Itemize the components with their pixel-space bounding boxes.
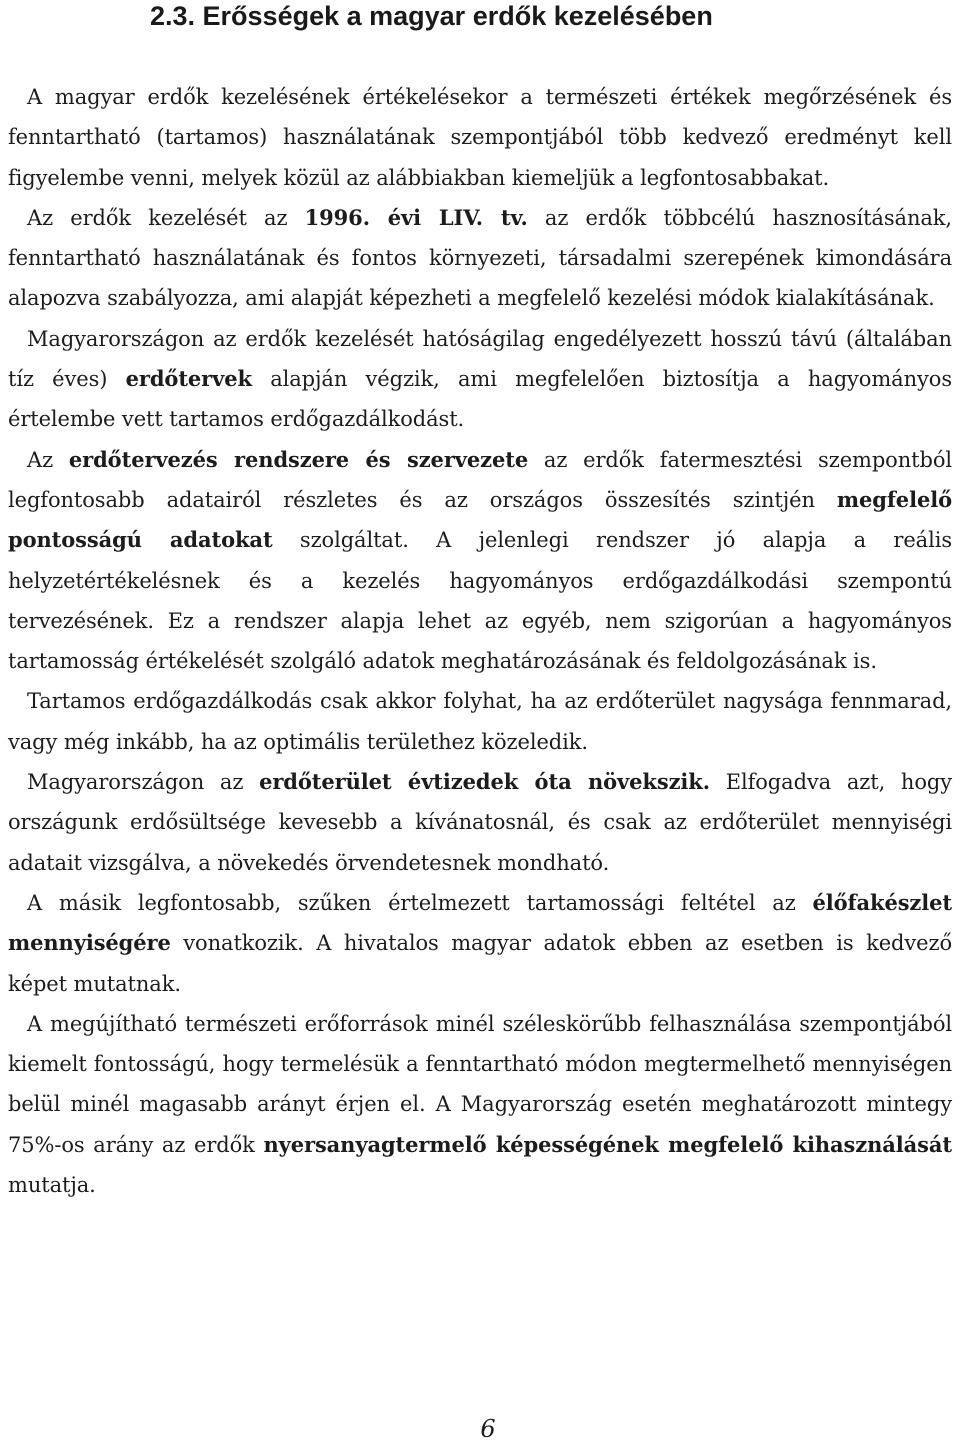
bold-phrase: élőfakészlet mennyiségére: [8, 889, 952, 956]
text-run: vonatkozik. A hivatalos magyar adatok ebben az esetben is kedvező képet mutatnak.: [8, 931, 952, 996]
paragraph: [8, 883, 952, 1004]
text-run: A megújítható természeti erőforrások minél széleskörűbb felhasználása szempontjából kiemelt fontosságú, hogy termelésük a fenntartható módon megtermelhető mennyiségen belül minél magasabb arányt érjen el. A Magyarország esetén meghatározott mintegy 75%-os arány az erdők: [8, 1011, 952, 1157]
paragraph: [8, 681, 952, 762]
paragraph: [8, 77, 952, 198]
text-run: Magyarországon az: [27, 770, 260, 795]
section-heading: 2.3. Erősségek a magyar erdők kezelésében: [150, 1, 713, 31]
bold-phrase: nyersanyagtermelő képességének megfelelő kihasználását: [263, 1131, 952, 1157]
paragraph: [8, 440, 952, 682]
paragraph: [8, 1004, 952, 1205]
text-run: Magyarországon az erdők kezelését hatóságilag engedélyezett hosszú távú (általában tíz éves): [8, 326, 952, 392]
text-run: A magyar erdők kezelésének értékelésekor a természeti értékek megőrzésének és fenntartható (tartamos) használatának szempontjából több kedvező eredményt kell figyelembe venni, melyek közül az alábbiakban kiemeljük a legfontosabbakat.: [8, 85, 952, 190]
text-run: A másik legfontosabb, szűken értelmezett tartamossági feltétel az: [27, 890, 813, 915]
bold-phrase: 1996. évi LIV. tv.: [304, 204, 528, 230]
paragraph: [8, 198, 952, 319]
text-run: az erdők fatermesztési szempontból legfontosabb adatairól részletes és az országos összesítés szintjén: [8, 447, 952, 512]
paragraph: [8, 762, 952, 883]
text-run: Tartamos erdőgazdálkodás csak akkor folyhat, ha az erdőterület nagysága fennmarad, vagy még inkább, ha az optimális területhez közeledik.: [8, 689, 952, 754]
bold-phrase: erdőtervezés rendszere és szervezete: [68, 446, 529, 472]
bold-phrase: erdőterület évtizedek óta növekszik.: [259, 769, 710, 795]
text-run: Elfogadva azt, hogy országunk erdősültsége kevesebb a kívánatosnál, és csak az erdőterület mennyiségi adatait vizsgálva, a növekedés örvendetesnek mondható.: [8, 770, 953, 875]
page-number: 6: [480, 1415, 496, 1443]
text-run: alapján végzik, ami megfelelően biztosítja a hagyományos értelembe vett tartamos erdőgazdálkodást.: [8, 367, 952, 432]
bold-phrase: erdőtervek: [125, 366, 252, 392]
body-text: [8, 77, 952, 1205]
bold-phrase: megfelelő pontosságú adatokat: [8, 486, 952, 553]
text-run: mutatja.: [8, 1173, 96, 1198]
text-run: szolgáltat. A jelenlegi rendszer jó alapja a reális helyzetértékelésnek és a kezelés hagyományos erdőgazdálkodási szempontú tervezésének. Ez a rendszer alapja lehet az egyéb, nem szigorúan a hagyományos tartamosság értékelését szolgáló adatok meghatározásának és feldolgozásának is.: [8, 528, 952, 674]
text-run: Az: [27, 447, 69, 472]
text-run: az erdők többcélú hasznosításának, fenntartható használatának és fontos környezeti, társadalmi szerepének kimondására alapozva szabályozza, ami alapját képezheti a megfelelő kezelési módok kialakításának.: [8, 205, 952, 311]
text-run: Az erdők kezelését az: [27, 205, 305, 230]
paragraph: [8, 319, 952, 440]
